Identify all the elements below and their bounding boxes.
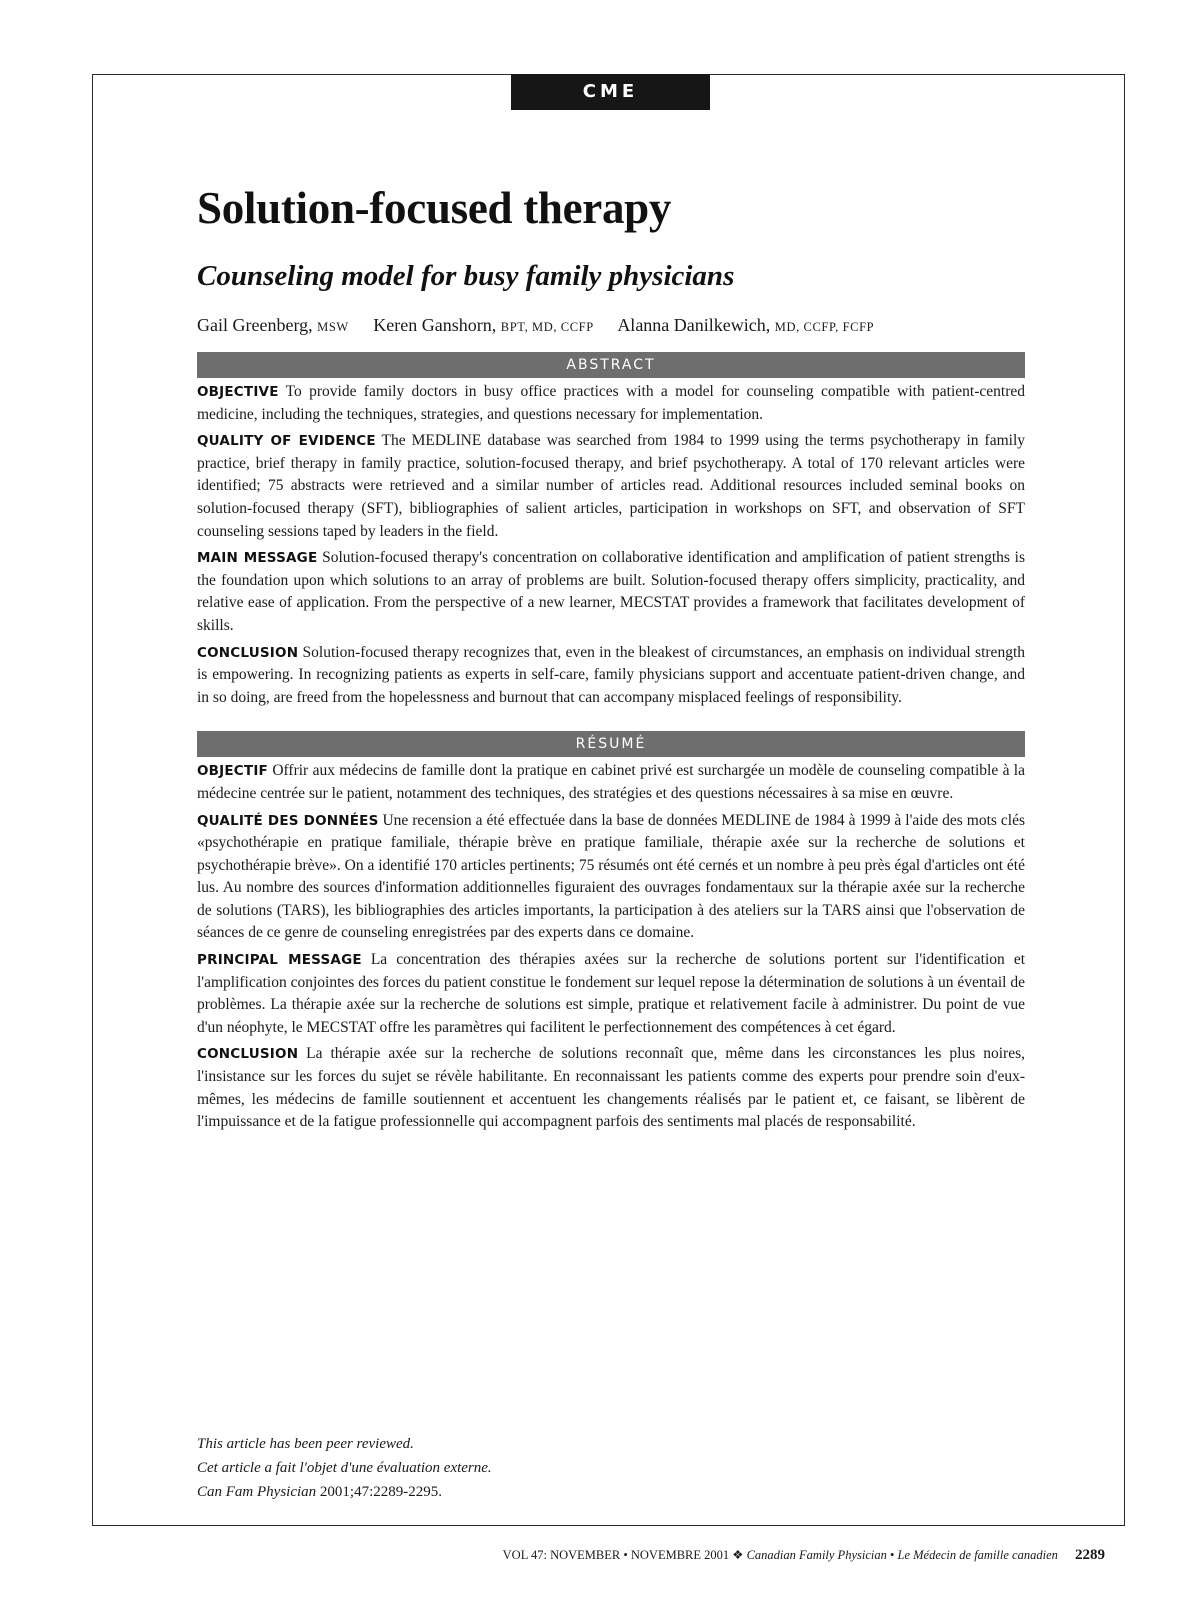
resume-paragraph xyxy=(197,949,1025,1039)
section-text: La thérapie axée sur la recherche de solutions reconnaît que, même dans les circonstances les plus noires, l'insistance sur les forces du sujet se révèle habilitante. En reconnaissant les patients comme des experts pour prendre soin d'eux-mêmes, les médecins de famille soutiennent et accentuent les changements réalisés par le patient et, ce faisant, se libèrent de l'impuissance et de la fatigue professionnelle qui accompagnent parfois des sentiments mal placés de responsabilité. xyxy=(197,1045,1025,1131)
section-text: Offrir aux médecins de famille dont la pratique en cabinet privé est surchargée un modèle de counseling compatible à la médecine centrée sur le patient, notamment des techniques, des stratégies et des questions nécessaires à sa mise en œuvre. xyxy=(197,762,1025,802)
section-text: Solution-focused therapy's concentration on collaborative identification and amplification of patient strengths is the foundation upon which solutions to an array of problems are built. Solution-focused therapy offers simplicity, practicality, and relative ease of application. From the perspective of a new learner, MECSTAT provides a framework that facilitates development of skills. xyxy=(197,549,1025,634)
section-text: La concentration des thérapies axées sur la recherche de solutions portent sur l'identification et l'amplification conjointes des forces du patient constitue le fondement sur lequel repose la détermination de solutions à un éventail de problèmes. La thérapie axée sur la recherche de solutions est simple, pratique et relativement facile à administrer. Du point de vue d'un néophyte, le MECSTAT offre les paramètres qui facilitent le perfectionnement des compétences à cet égard. xyxy=(197,951,1026,1036)
section-label: OBJECTIVE xyxy=(197,384,279,400)
section-label: CONCLUSION xyxy=(197,644,299,661)
abstract-heading: ABSTRACT xyxy=(197,352,1025,378)
page-footer xyxy=(503,1547,1105,1564)
section-label: OBJECTIF xyxy=(197,763,268,780)
section-text: Solution-focused therapy recognizes that, even in the bleakest of circumstances, an emphasis on individual strength is empowering. In recognizing patients as experts in self-care, family physicians support and accentuate patient-driven change, and in so doing, are freed from the hopelessness and burnout that can accompany misplaced feelings of responsibility. xyxy=(197,643,1025,706)
abstract-paragraph xyxy=(197,430,1025,543)
author xyxy=(373,315,594,335)
section-label: CONCLUSION xyxy=(197,1046,299,1063)
abstract-paragraph xyxy=(197,381,1025,426)
peer-review-note-en: This article has been peer reviewed. xyxy=(197,1436,414,1452)
resume-heading: RÉSUMÉ xyxy=(197,731,1025,757)
author-credentials: MSW xyxy=(317,320,349,334)
author xyxy=(617,315,874,335)
section-label: PRINCIPAL MESSAGE xyxy=(197,952,362,969)
footer-journal-en: Canadian Family Physician xyxy=(746,1548,887,1562)
citation xyxy=(197,1480,797,1504)
section-text: Une recension a été effectuée dans la base de données MEDLINE de 1984 à 1999 à l'aide des mots clés «psychothérapie en pratique familiale, thérapie brève en pratique familiale, thérapie axée sur la recherche de solutions et psychothérapie brève». On a identifié 170 articles pertinents; 75 résumés ont été cernés et un nombre à peu près égal d'articles ont été lus. Au nombre des sources d'information additionnelles figuraient des ouvrages fondamentaux sur la thérapie axée sur la recherche de solutions (TARS), les bibliographies des articles importants, la participation à des ateliers sur la TARS ainsi que l'observation de séances de ce genre de counseling enregistrées par des experts dans ce domaine. xyxy=(197,811,1025,942)
citation-journal: Can Fam Physician xyxy=(197,1484,317,1500)
author-name: Alanna Danilkewich, xyxy=(617,315,771,335)
citation-reference: 2001;47:2289-2295. xyxy=(319,1484,442,1500)
abstract-paragraph xyxy=(197,547,1025,637)
section-label: QUALITÉ DES DONNÉES xyxy=(197,812,379,829)
author-name: Keren Ganshorn, xyxy=(373,315,497,335)
section-tab-cme: CME xyxy=(511,74,710,110)
article-title: Solution-focused therapy xyxy=(197,183,672,233)
author-name: Gail Greenberg, xyxy=(197,315,313,335)
resume-paragraph xyxy=(197,810,1025,946)
section-text: The MEDLINE database was searched from 1984 to 1999 using the terms psychotherapy in family practice, brief therapy in family practice, solution-focused therapy, and brief psychotherapy. A total of 170 relevant articles were identified; 75 abstracts were retrieved and a similar number of articles read. Additional resources included seminal books on solution-focused therapy (SFT), bibliographies of salient articles, participation in workshops on SFT, and observation of SFT counseling sessions taped by leaders in the field. xyxy=(197,432,1025,540)
section-text: To provide family doctors in busy office practices with a model for counseling compatible with patient-centred medicine, including the techniques, strategies, and questions necessary for implementation. xyxy=(197,383,1025,423)
abstract-body xyxy=(197,381,1025,709)
author-list xyxy=(197,312,1025,340)
footer-journal-fr: Le Médecin de famille canadien xyxy=(897,1548,1058,1562)
abstract-paragraph xyxy=(197,642,1025,710)
resume-paragraph xyxy=(197,1043,1025,1133)
article-front-matter xyxy=(197,180,1025,1138)
author-credentials: BPT, MD, CCFP xyxy=(500,320,594,334)
peer-review-note-fr: Cet article a fait l'objet d'une évaluation externe. xyxy=(197,1460,492,1476)
author-credentials: MD, CCFP, FCFP xyxy=(774,320,875,334)
page-number: 2289 xyxy=(1075,1547,1105,1563)
article-subtitle: Counseling model for busy family physicians xyxy=(197,260,735,292)
section-label: MAIN MESSAGE xyxy=(197,550,318,567)
article-notes xyxy=(197,1432,797,1504)
section-label: QUALITY OF EVIDENCE xyxy=(197,433,376,450)
author xyxy=(197,315,349,335)
footer-issue: VOL 47: NOVEMBER • NOVEMBRE 2001 ❖ xyxy=(502,1548,744,1562)
resume-body xyxy=(197,760,1025,1134)
footer-separator: • xyxy=(889,1548,895,1562)
resume-paragraph xyxy=(197,760,1025,805)
